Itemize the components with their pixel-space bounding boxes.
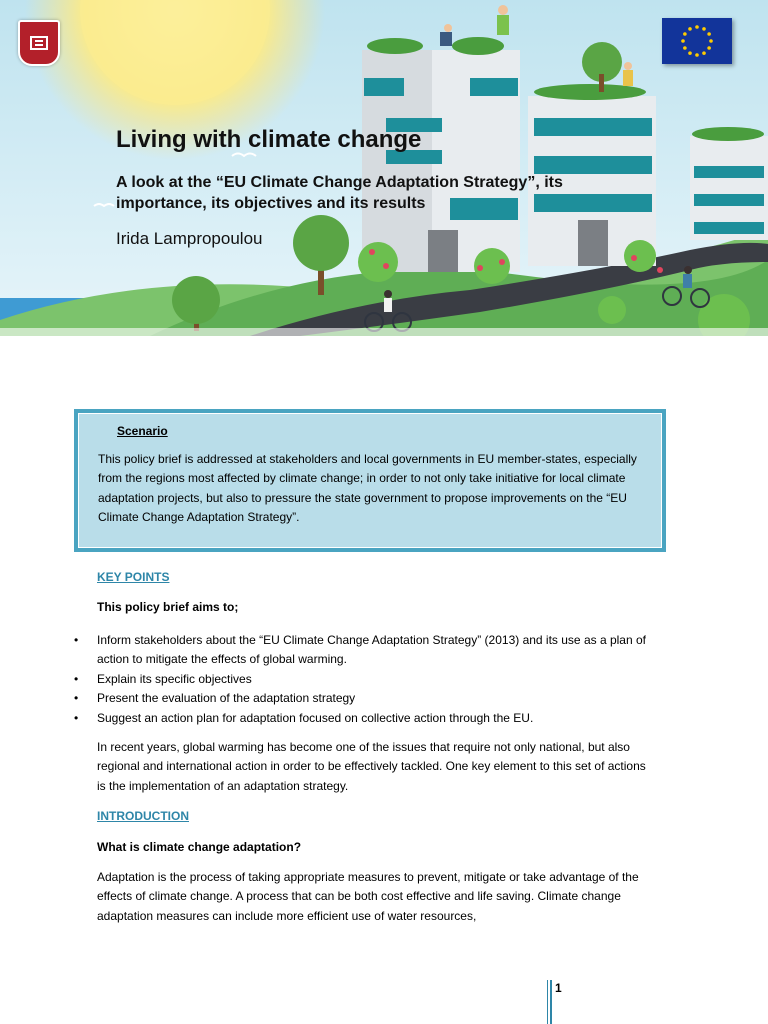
- eu-star-icon: [702, 27, 706, 31]
- scenario-inner: [78, 413, 662, 548]
- scenario-title: Scenario: [117, 424, 168, 438]
- list-item-text: Suggest an action plan for adaptation focused on collective action through the EU.: [97, 710, 534, 725]
- bullet-icon: •: [74, 710, 79, 725]
- bullet-icon: •: [74, 633, 79, 647]
- building-left: [362, 37, 520, 272]
- university-shield-logo: [18, 20, 60, 66]
- eu-star-icon: [683, 46, 687, 50]
- eu-star-icon: [683, 32, 687, 36]
- eu-star-icon: [695, 53, 699, 57]
- list-item-text: Inform stakeholders about the “EU Climate Change Adaptation Strategy” (2013) and its use as a plan of action to mitigate the effects of global warming.: [97, 633, 646, 667]
- bullet-icon: •: [74, 671, 79, 686]
- list-item-text: Explain its specific objectives: [97, 671, 252, 686]
- key-points-heading: KEY POINTS: [97, 570, 170, 584]
- eu-star-icon: [702, 51, 706, 55]
- eu-star-icon: [695, 25, 699, 29]
- page-number-rule: [547, 980, 548, 1024]
- document-subtitle: A look at the “EU Climate Change Adaptation Strategy”, its importance, its objectives and its results: [116, 174, 563, 212]
- document-title: Living with climate change: [116, 126, 422, 153]
- list-item: [74, 631, 657, 670]
- list-item: [74, 689, 657, 708]
- eu-flag-icon: [662, 18, 732, 64]
- introduction-question: What is climate change adaptation?: [97, 840, 302, 854]
- eu-star-icon: [688, 51, 692, 55]
- list-item: [74, 670, 657, 689]
- header-banner: [0, 0, 768, 336]
- eu-star-icon: [681, 39, 685, 43]
- bullet-icon: •: [74, 691, 79, 706]
- key-points-intro: This policy brief aims to;: [97, 600, 239, 614]
- scenario-text: This policy brief is addressed at stakeholders and local governments in EU member-states, especially from the regions most affected by climate change; in order to not only take initiative for local climate adaptation projects, but also to pressure the state government to propose improvements on the “EU Climate Change Adaptation Strategy”.: [98, 452, 637, 525]
- eu-star-icon: [709, 39, 713, 43]
- banner-illustration: [0, 0, 768, 336]
- page-number: 1: [555, 981, 562, 995]
- key-points-paragraph: In recent years, global warming has become one of the issues that require not only national, but also regional and international action in order to be effectively tackled. One key element to this set of actions is the implementation of an adaptation strategy.: [97, 740, 646, 793]
- list-item: [74, 709, 657, 728]
- list-item-text: Present the evaluation of the adaptation strategy: [97, 691, 356, 706]
- author-name: Irida Lampropoulou: [116, 229, 263, 248]
- page-number-rule: [550, 980, 552, 1024]
- key-points-list: [74, 631, 657, 728]
- eu-star-icon: [707, 32, 711, 36]
- scenario-box: [74, 409, 666, 552]
- eu-star-icon: [688, 27, 692, 31]
- building-far-right: [690, 127, 768, 240]
- university-logo: [18, 20, 60, 66]
- introduction-paragraph: Adaptation is the process of taking appropriate measures to prevent, mitigate or take advantage of the effects of climate change. A process that can be both cost effective and life saving. Climate change adaptation measures can include more efficient use of water resources,: [97, 870, 639, 923]
- introduction-heading: INTRODUCTION: [97, 809, 189, 823]
- eu-star-icon: [707, 46, 711, 50]
